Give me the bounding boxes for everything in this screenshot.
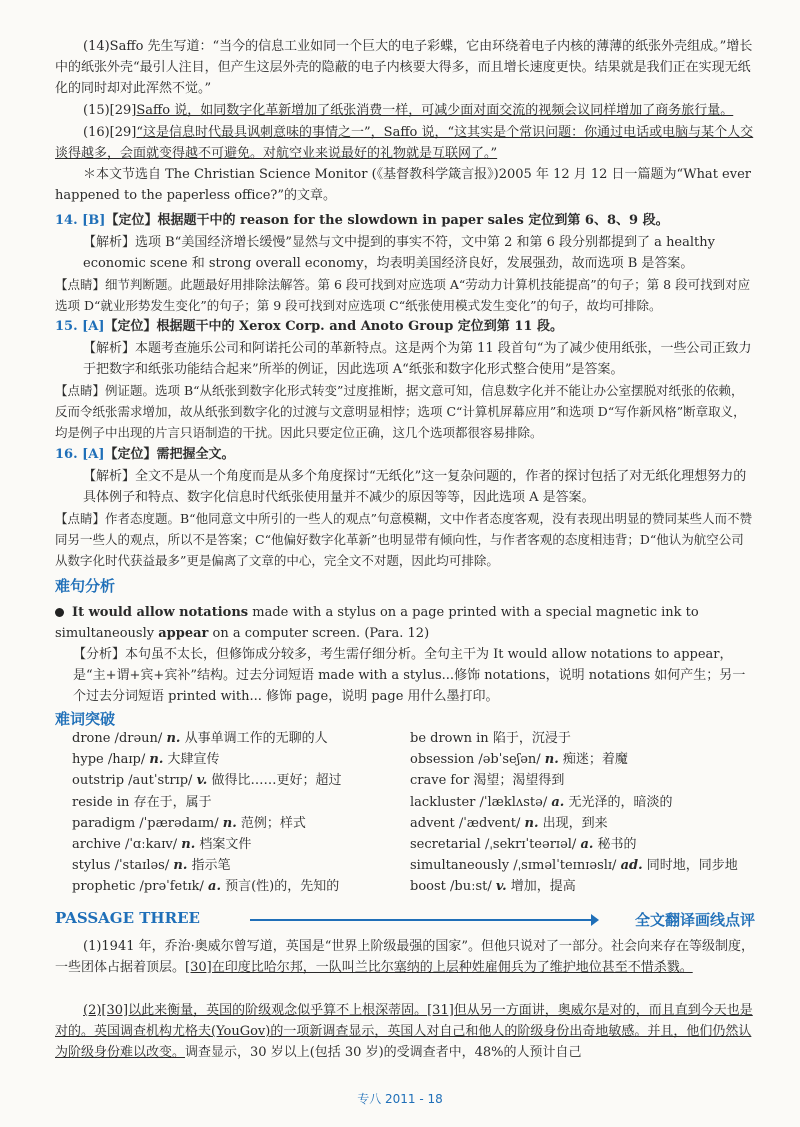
vocab-item: stylus /ˈstaɪləs/ n. 指示笔	[72, 858, 231, 874]
vocab-item: prophetic /prəˈfetɪk/ a. 预言(性)的，先知的	[72, 879, 340, 895]
underlined-sentence: [30]在印度比哈尔邦，一队叫兰比尔塞纳的上层种姓雇佣兵为了维护地位甚至不惜杀戮。	[185, 960, 693, 975]
underlined-sentence: “这是信息时代最具讽刺意味的事情之一”，Saffo 说，“这其实是个常识问题：你通过电话或电脑与某个人交谈得越多，会面就变得越不可避免。对航空业来说最好的礼物就是互联网了。”	[55, 125, 754, 161]
answer-14-locate: 14. [B]【定位】根据题干中的 reason for the slowdown in paper sales 定位到第 6、8、9 段。	[55, 213, 669, 228]
answer-14-analysis: 【解析】选项 B“美国经济增长缓慢”显然与文中提到的事实不符，文中第 2 和第 6 段分别都提到了 a healthy economic scene 和 strong overall economy，均表明美国经济良好，发展强劲，故而选项 B 是答案。	[83, 235, 715, 271]
answer-16-locate: 16. [A]【定位】需把握全文。	[55, 447, 235, 462]
vocab-item: paradigm /ˈpærədaɪm/ n. 范例；样式	[72, 815, 306, 831]
vocab-item: outstrip /autˈstrɪp/ v. 做得比……更好；超过	[72, 773, 342, 789]
vocab-item: drone /drəun/ n. 从事单调工作的无聊的人	[72, 731, 328, 746]
passage-three-title: PASSAGE THREE	[55, 909, 200, 927]
underlined-sentence: Saffo 说，如同数字化革新增加了纸张消费一样，可减少面对面交流的视频会议同样增加了商务旅行量。	[136, 103, 734, 118]
vocab-item: simultaneously /ˌsɪməlˈteɪnɪəslɪ/ ad. 同时地，同步地	[410, 858, 738, 874]
vocab-heading: 难词突破	[55, 710, 116, 728]
answer-14-point: 【点睛】细节判断题。此题最好用排除法解答。第 6 段可找到对应选项 A“劳动力计算机技能提高”的句子；第 8 段可找到对应选项 D“就业形势发生变化”的句子；第 9 段可找到对应选项 C“纸张使用模式发生变化”的句子，故均可排除。	[55, 277, 751, 313]
vocab-item: boost /buːst/ v. 增加，提高	[410, 879, 576, 895]
passage-three-header	[55, 909, 755, 931]
answer-16-point: 【点睛】作者态度题。B“他同意文中所引的一些人的观点”句意模糊，文中作者态度客观，没有表现出明显的赞同某些人而不赞同另一些人的观点，所以不是答案；C“他偏好数字化革新”也明显带有倾向性，与作者客观的态度相违背；D“他认为航空公司从数字化时代获益最多”更是偏离了文章的中心，完全文不对题，因此均可排除。	[55, 511, 752, 568]
arrow-right-icon	[591, 914, 599, 926]
vocab-item: be drown in 陷于，沉浸于	[410, 731, 571, 746]
vocab-item: lackluster /ˈlæklʌstə/ a. 无光泽的，暗淡的	[410, 794, 673, 810]
difficult-sentence-english: It would allow notations made with a stylus on a page printed with a special magnetic ink to simultaneously appear on a computer screen. (Para. 12)	[55, 605, 699, 641]
header-divider	[250, 919, 595, 921]
vocab-left-column	[72, 728, 342, 898]
vocab-item: hype /haɪp/ n. 大肆宣传	[72, 752, 220, 768]
answer-15-locate: 15. [A]【定位】根据题干中的 Xerox Corp. and Anoto Group 定位到第 11 段。	[55, 319, 563, 334]
source-note: ＊本文节选自 The Christian Science Monitor (《基督教科学箴言报》)2005 年 12 月 12 日一篇题为“What ever happened to the paperless office?”的文章。	[55, 167, 751, 203]
vocab-right-column	[410, 728, 738, 898]
vocab-item: crave for 渴望；渴望得到	[410, 773, 565, 789]
difficult-sentence-analysis: 【分析】本句虽不太长，但修饰成分较多，考生需仔细分析。全句主干为 It would allow notations to appear，是“主+谓+宾+宾补”结构。过去分词短语 made with a stylus...修饰 notations，说明 notations 如何产生；另一个过去分词短语 printed with... 修饰 page，说明 page 用什么墨打印。	[73, 647, 746, 704]
vocab-item: reside in 存在于，属于	[72, 794, 212, 810]
answer-16-analysis: 【解析】全文不是从一个角度而是从多个角度探讨“无纸化”这一复杂问题的，作者的探讨包括了对无纸化理想努力的具体例子和特点、数字化信息时代纸张使用量并不减少的原因等等，因此选项 A 是答案。	[83, 469, 747, 505]
vocab-item: archive /ˈɑːkaɪv/ n. 档案文件	[72, 837, 252, 853]
vocab-item: secretarial /ˌsekrɪˈteərɪəl/ a. 秘书的	[410, 837, 637, 853]
paragraph-14: (14)Saffo 先生写道：“当今的信息工业如同一个巨大的电子彩蝶，它由环绕着电子内核的薄薄的纸张外壳组成。”增长中的纸张外壳“最引人注目，但产生这层外壳的隐蔽的电子内核要大得多，而且增长速度更快。结果就是我们正在实现无纸化的同时却对此浑然不觉。”	[55, 39, 753, 96]
underlined-sentence: [31]但从另一方面讲，奥威尔是对的，而且直到今天也是对的。英国调查机构尤格夫(YouGov)的一项新调查显示，英国人对自己和他人的阶级身份出奇地敏感。并且，他们仍然认为阶级身份难以改变。	[55, 1003, 753, 1060]
answer-15-point: 【点睛】例证题。选项 B“从纸张到数字化形式转变”过度推断，据文意可知，信息数字化并不能让办公室摆脱对纸张的依赖，反而令纸张需求增加，故从纸张到数字化的过渡与文意明显相悖；选项 C“计算机屏幕应用”和选项 D“写作新风格”断章取义，均是例子中出现的片言只语制造的干扰。因此只要定位正确，这几个选项都很容易排除。	[55, 383, 746, 440]
vocab-item: obsession /əbˈseʃən/ n. 痴迷；着魔	[410, 752, 628, 768]
page-footer: 专八 2011 - 18	[357, 1092, 443, 1106]
underlined-sentence: (2)[30]以此来衡量，英国的阶级观念似乎算不上根深蒂固。	[83, 1003, 428, 1018]
answer-15-analysis: 【解析】本题考查施乐公司和阿诺托公司的革新特点。这是两个为第 11 段首句“为了减少使用纸张，一些公司正致力于把数字和纸张功能结合起来”所举的例证，因此选项 A“纸张和数字化形式整合使用”是答案。	[83, 341, 752, 377]
passage-three-p2: (2)[30]以此来衡量，英国的阶级观念似乎算不上根深蒂固。[31]但从另一方面讲，奥威尔是对的，而且直到今天也是对的。英国调查机构尤格夫(YouGov)的一项新调查显示，英国人对自己和他人的阶级身份出奇地敏感。并且，他们仍然认为阶级身份难以改变。调查显示，30 岁以上(包括 30 岁)的受调查者中，48%的人预计自己	[55, 1003, 753, 1060]
bullet-icon	[55, 608, 64, 617]
vocab-item: advent /ˈædvent/ n. 出现，到来	[410, 815, 608, 831]
passage-three-p1: (1)1941 年，乔治·奥威尔曾写道，英国是“世界上阶级最强的国家”。但他只说对了一部分。社会向来存在等级制度，一些团体占据着顶层。[30]在印度比哈尔邦，一队叫兰比尔塞纳的上层种姓雇佣兵为了维护地位甚至不惜杀戮。	[55, 939, 755, 975]
difficult-sentence-heading: 难句分析	[55, 577, 116, 595]
passage-three-subtitle: 全文翻译画线点评	[634, 911, 755, 929]
paragraph-15: (15)[29]Saffo 说，如同数字化革新增加了纸张消费一样，可减少面对面交流的视频会议同样增加了商务旅行量。	[83, 103, 734, 118]
paragraph-16: (16)[29]“这是信息时代最具讽刺意味的事情之一”，Saffo 说，“这其实是个常识问题：你通过电话或电脑与某个人交谈得越多，会面就变得越不可避免。对航空业来说最好的礼物就是互联网了。”	[55, 125, 754, 161]
